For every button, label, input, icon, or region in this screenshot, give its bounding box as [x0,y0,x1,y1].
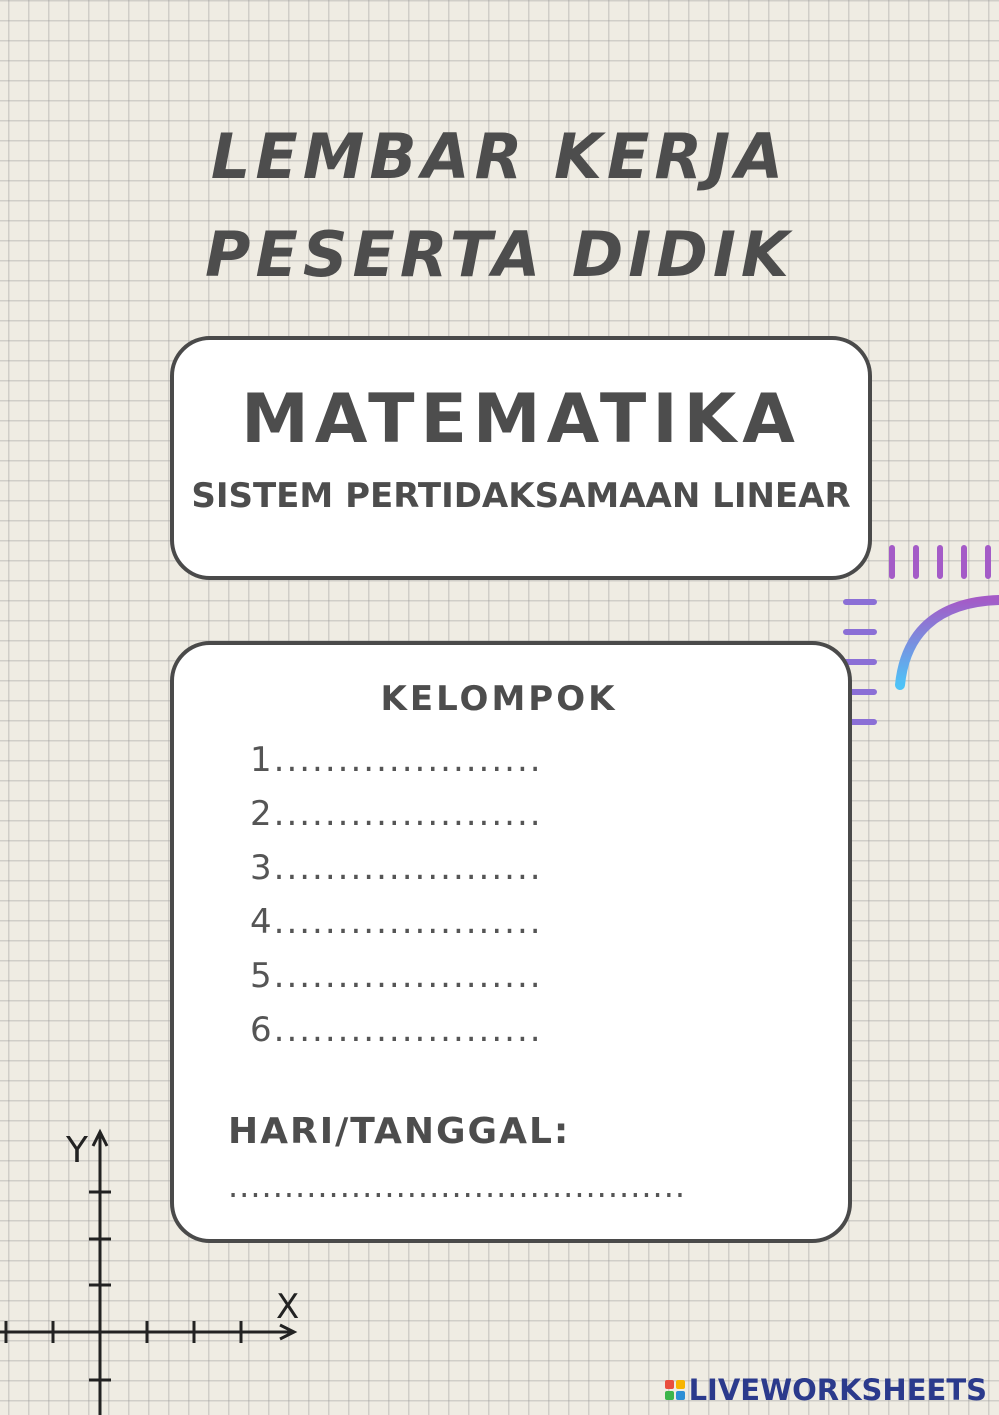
coordinate-axes-decoration [0,1120,320,1415]
member-line-2[interactable]: 2..................... [250,794,543,834]
topic-subheading: SISTEM PERTIDAKSAMAAN LINEAR [191,476,851,516]
stitched-curve-decoration [830,540,999,770]
subject-heading: MATEMATIKA [241,380,801,459]
logo-square-3 [665,1391,674,1400]
liveworksheets-logo-icon [665,1380,685,1400]
date-field[interactable]: ......................................... [228,1167,687,1205]
member-line-4[interactable]: 4..................... [250,902,543,942]
logo-square-2 [676,1380,685,1389]
date-label: HARI/TANGGAL: [228,1111,571,1152]
logo-square-4 [676,1391,685,1400]
member-line-6[interactable]: 6..................... [250,1010,543,1050]
member-line-3[interactable]: 3..................... [250,848,543,888]
subject-card [170,336,872,580]
brand-name: LIVEWORKSHEETS [688,1373,987,1407]
member-line-5[interactable]: 5..................... [250,956,543,996]
liveworksheets-brand[interactable] [665,1373,987,1407]
worksheet-title [0,108,999,304]
logo-square-1 [665,1380,674,1389]
member-line-1[interactable]: 1..................... [250,740,543,780]
title-line-2: PESERTA DIDIK [205,218,794,291]
x-axis-label: X [276,1287,300,1327]
y-axis-label: Y [66,1130,88,1171]
group-heading: KELOMPOK [380,679,618,719]
member-list [250,733,543,1057]
title-line-1: LEMBAR KERJA [210,120,789,193]
